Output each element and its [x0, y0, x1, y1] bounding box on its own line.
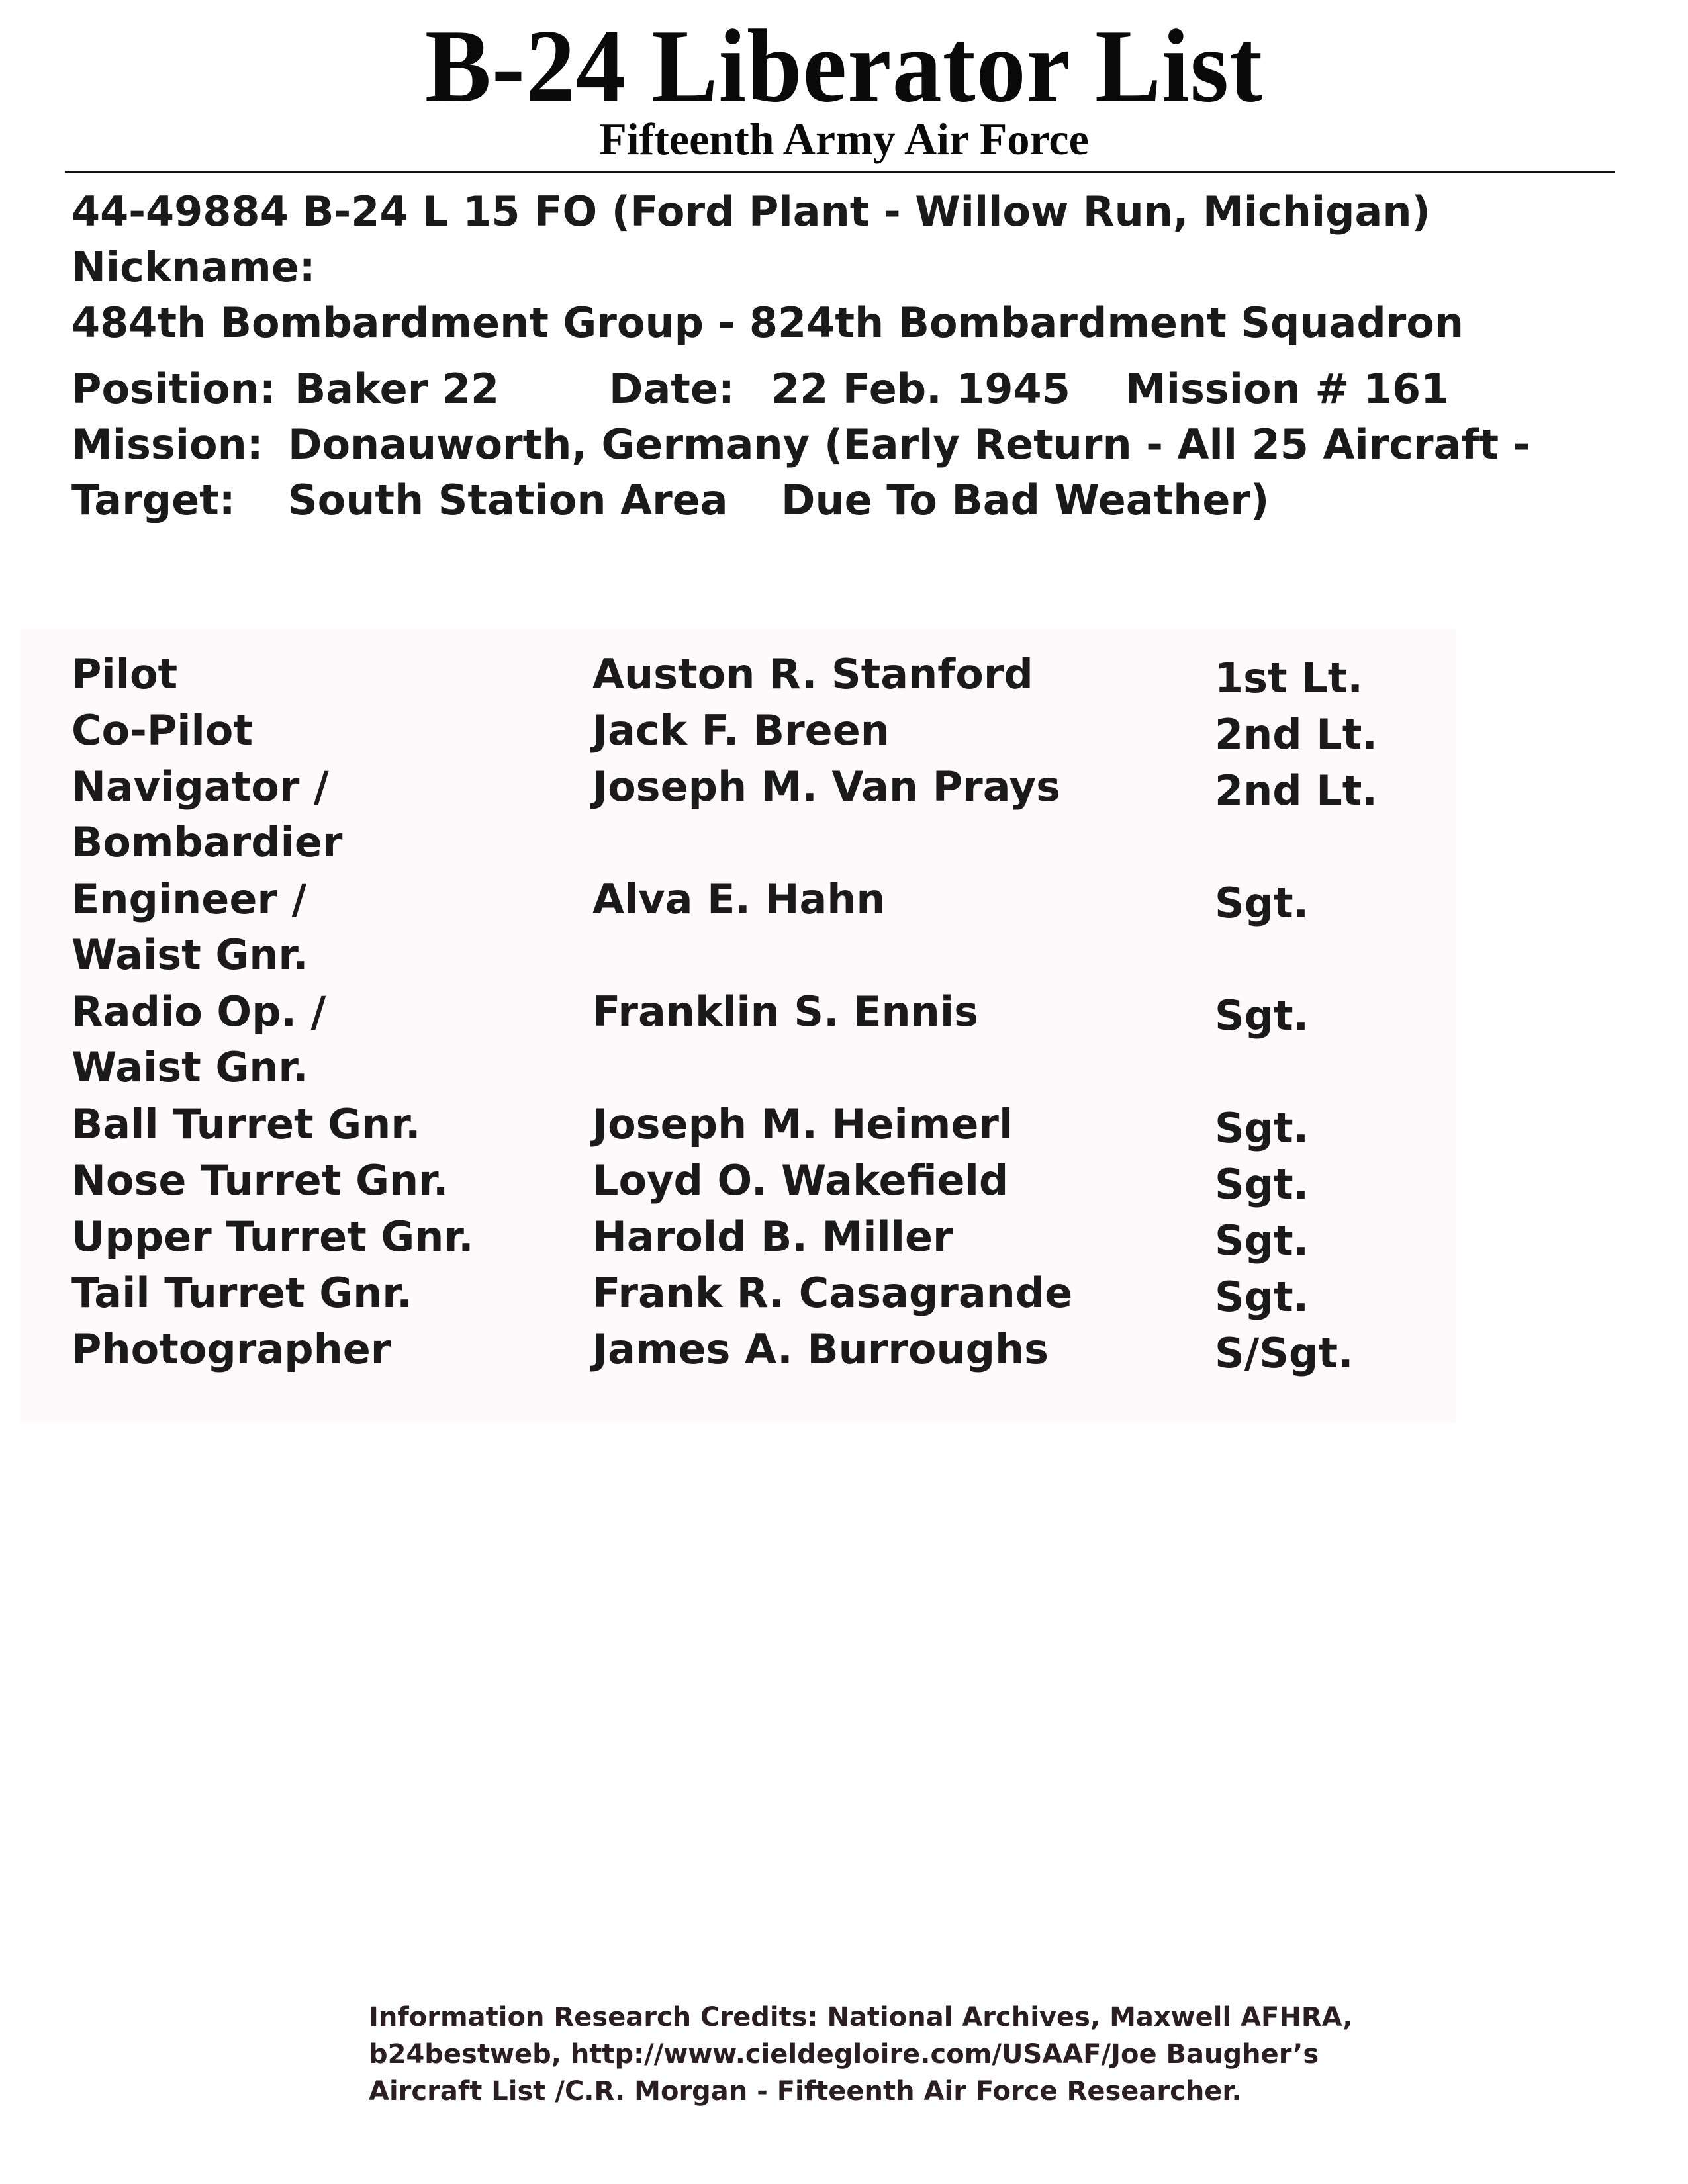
- header-divider: [65, 171, 1615, 173]
- mission-note-line1: (Early Return - All 25 Aircraft -: [824, 420, 1530, 469]
- page-subtitle: Fifteenth Army Air Force: [599, 114, 1089, 164]
- crew-position: Radio Op. / Waist Gnr.: [71, 987, 326, 1091]
- aircraft-serial-line: 44-49884 B-24 L 15 FO (Ford Plant - Willow Run, Michigan): [71, 187, 1430, 236]
- unit-line: 484th Bombardment Group - 824th Bombardment Squadron: [71, 298, 1464, 347]
- target-value: South Station Area: [288, 476, 728, 524]
- credits-line: Information Research Credits: National Archives, Maxwell AFHRA,: [369, 2002, 1353, 2032]
- mission-label: Mission:: [71, 420, 263, 469]
- nickname-label: Nickname:: [71, 243, 316, 291]
- crew-name: Auston R. Stanford: [592, 650, 1033, 698]
- crew-list: [20, 629, 1456, 1423]
- crew-name: Joseph M. Van Prays: [592, 762, 1060, 811]
- mission-number: Mission # 161: [1125, 365, 1450, 413]
- crew-name: Franklin S. Ennis: [592, 987, 978, 1036]
- crew-rank: S/Sgt.: [1215, 1329, 1354, 1377]
- crew-rank: Sgt.: [1215, 879, 1309, 927]
- crew-rank: Sgt.: [1215, 1160, 1309, 1208]
- crew-position: Ball Turret Gnr.: [71, 1100, 421, 1148]
- credits-line: Aircraft List /C.R. Morgan - Fifteenth Air Force Researcher.: [369, 2076, 1242, 2107]
- research-credits: [369, 1999, 1494, 2110]
- mission-value: Donauworth, Germany: [288, 420, 810, 469]
- position-label: Position:: [71, 365, 276, 413]
- position-value: Baker 22: [295, 365, 500, 413]
- crew-name: Harold B. Miller: [592, 1212, 953, 1261]
- crew-rank: Sgt.: [1215, 991, 1309, 1040]
- target-label: Target:: [71, 476, 236, 524]
- crew-name: James A. Burroughs: [592, 1325, 1049, 1373]
- crew-position: Upper Turret Gnr.: [71, 1212, 474, 1261]
- crew-name: Jack F. Breen: [592, 706, 890, 754]
- crew-name: Loyd O. Wakefield: [592, 1156, 1009, 1205]
- date-label: Date:: [609, 365, 735, 413]
- crew-name: Joseph M. Heimerl: [592, 1100, 1013, 1148]
- crew-position: Photographer: [71, 1325, 391, 1373]
- crew-position: Navigator / Bombardier: [71, 762, 343, 866]
- crew-position: Pilot: [71, 650, 178, 698]
- crew-position: Co-Pilot: [71, 706, 254, 754]
- crew-position: Engineer / Waist Gnr.: [71, 875, 308, 979]
- crew-rank: Sgt.: [1215, 1216, 1309, 1265]
- crew-rank: Sgt.: [1215, 1104, 1309, 1152]
- crew-rank: 1st Lt.: [1215, 654, 1363, 702]
- date-value: 22 Feb. 1945: [771, 365, 1070, 413]
- crew-rank: 2nd Lt.: [1215, 766, 1378, 815]
- crew-rank: 2nd Lt.: [1215, 710, 1378, 758]
- crew-position: Tail Turret Gnr.: [71, 1269, 412, 1317]
- credits-line: b24bestweb, http://www.cieldegloire.com/USAAF/Joe Baugher’s: [369, 2039, 1319, 2070]
- crew-position: Nose Turret Gnr.: [71, 1156, 449, 1205]
- crew-rank: Sgt.: [1215, 1273, 1309, 1321]
- page-title: B-24 Liberator List: [424, 8, 1264, 124]
- crew-name: Alva E. Hahn: [592, 875, 886, 923]
- crew-name: Frank R. Casagrande: [592, 1269, 1073, 1317]
- mission-note-line2: Due To Bad Weather): [781, 476, 1270, 524]
